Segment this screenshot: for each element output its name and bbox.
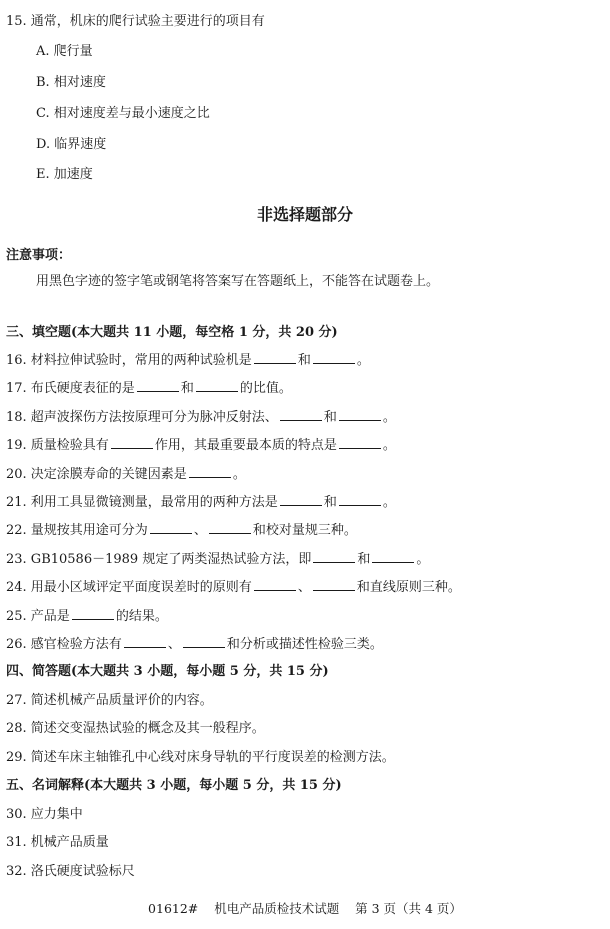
- option-d: D. 临界速度: [36, 137, 107, 152]
- option-e: E. 加速度: [36, 167, 93, 182]
- answer-blank: [124, 636, 166, 648]
- question-19: 19. 质量检验具有 作用，其最重要最本质的特点是 。: [6, 438, 396, 453]
- question-27: 27. 简述机械产品质量评价的内容。: [6, 693, 213, 708]
- answer-blank: [339, 409, 381, 421]
- question-17: 17. 布氏硬度表征的是 和 的比值。: [6, 381, 292, 396]
- question-28: 28. 简述交变湿热试验的概念及其一般程序。: [6, 721, 265, 736]
- question-16: 16. 材料拉伸试验时，常用的两种试验机是 和 。: [6, 353, 370, 368]
- section-title: 非选择题部分: [256, 205, 353, 224]
- answer-blank: [254, 579, 296, 591]
- answer-blank: [189, 466, 231, 478]
- answer-blank: [183, 636, 225, 648]
- question-31: 31. 机械产品质量: [6, 835, 109, 850]
- option-a: A. 爬行量: [36, 44, 93, 59]
- page-number: 第 3 页（共 4 页）: [355, 901, 462, 916]
- question-30: 30. 应力集中: [6, 807, 83, 822]
- answer-blank: [313, 579, 355, 591]
- answer-blank: [313, 352, 355, 364]
- answer-blank: [196, 380, 238, 392]
- answer-blank: [150, 522, 192, 534]
- answer-blank: [111, 437, 153, 449]
- section-3-heading: 三、填空题(本大题共 11 小题，每空格 1 分，共 20 分): [6, 325, 338, 340]
- question-22: 22. 量规按其用途可分为 、 和校对量规三种。: [6, 523, 357, 538]
- question-25: 25. 产品是 的结果。: [6, 609, 168, 624]
- section-4-heading: 四、简答题(本大题共 3 小题，每小题 5 分，共 15 分): [6, 664, 329, 679]
- notes-heading: 注意事项：: [6, 248, 72, 263]
- exam-code: 01612#: [148, 901, 199, 916]
- section-5-heading: 五、名词解释(本大题共 3 小题，每小题 5 分，共 15 分): [6, 778, 342, 793]
- question-20: 20. 决定涂膜寿命的关键因素是 。: [6, 467, 246, 482]
- answer-blank: [339, 494, 381, 506]
- answer-blank: [280, 409, 322, 421]
- question-18: 18. 超声波探伤方法按原理可分为脉冲反射法、 和 。: [6, 410, 396, 425]
- question-32: 32. 洛氏硬度试验标尺: [6, 864, 135, 879]
- option-c: C. 相对速度差与最小速度之比: [36, 106, 210, 121]
- answer-blank: [209, 522, 251, 534]
- question-23: 23. GB10586－1989 规定了两类湿热试验方法，即 和 。: [6, 552, 430, 567]
- question-21: 21. 利用工具显微镜测量，最常用的两种方法是 和 。: [6, 495, 396, 510]
- question-15-stem: 15. 通常，机床的爬行试验主要进行的项目有: [6, 14, 265, 29]
- answer-blank: [372, 551, 414, 563]
- question-29: 29. 简述车床主轴锥孔中心线对床身导轨的平行度误差的检测方法。: [6, 750, 395, 765]
- option-b: B. 相对速度: [36, 75, 106, 90]
- answer-blank: [137, 380, 179, 392]
- question-24: 24. 用最小区域评定平面度误差时的原则有 、 和直线原则三种。: [6, 580, 461, 595]
- answer-blank: [280, 494, 322, 506]
- answer-blank: [339, 437, 381, 449]
- question-26: 26. 感官检验方法有 、 和分析或描述性检验三类。: [6, 637, 383, 652]
- answer-blank: [72, 608, 114, 620]
- exam-subject: 机电产品质检技术试题: [214, 901, 340, 916]
- page-footer: [0, 901, 610, 917]
- notes-text: 用黑色字迹的签字笔或钢笔将答案写在答题纸上，不能答在试题卷上。: [36, 274, 440, 289]
- answer-blank: [313, 551, 355, 563]
- answer-blank: [254, 352, 296, 364]
